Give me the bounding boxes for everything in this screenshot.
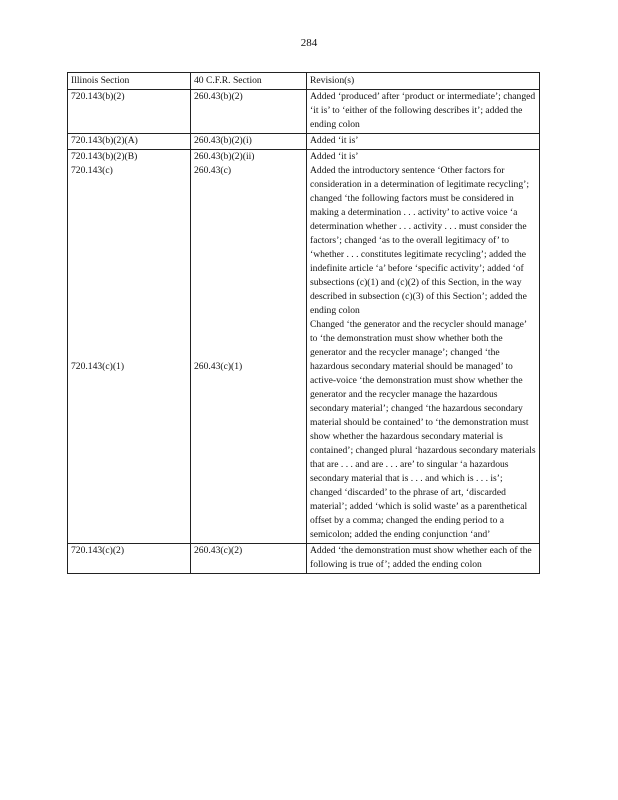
cfr-section: 260.43(b)(2)(i) [194,135,252,146]
illinois-section-cell [68,150,191,544]
cfr-section: 260.43(c)(2) [194,545,243,556]
table-row [68,134,540,150]
column-header-cfr-section: 40 C.F.R. Section [191,73,307,90]
cfr-section: 260.43(b)(2) [194,91,243,102]
revision-cell [307,134,540,150]
cfr-section-cell [191,90,307,134]
revision-cell [307,90,540,134]
cfr-section-cell [191,544,307,574]
illinois-section: 720.143(c)(1) [71,361,125,372]
illinois-section: 720.143(b)(2)(A) [71,135,138,146]
cfr-section-cell [191,150,307,544]
revision-cell [307,544,540,574]
illinois-section: 720.143(c) [71,165,113,176]
revision-text: Added ‘produced’ after ‘product or intermediate’; changed ‘it is’ to ‘either of the following describes it’; added the ending colon [310,91,536,130]
column-header-illinois-section: Illinois Section [68,73,191,90]
column-header-revisions: Revision(s) [307,73,540,90]
illinois-section-cell [68,544,191,574]
revision-text: Changed ‘the generator and the recycler should manage’ to ‘the demonstration must show whether both the generator and the recycler manage’; changed ‘the hazardous secondary material should be managed’ to active-voice ‘the demonstration must show whether the generator and the recycler manage the hazardous secondary material’; changed ‘the hazardous secondary material should be contained’ to ‘the demonstration must show whether the hazardous secondary material is contained’; changed plural ‘hazardous secondary materials that are . . . and are . . . are’ to singular ‘a hazardous secondary material that is . . . and which is . . . is’; changed ‘discarded’ to the phrase of art, ‘discarded material’; added ‘which is solid waste’ as a parenthetical offset by a comma; changed the ending period to a semicolon; added the ending conjunction ‘and’ [310,319,536,540]
revision-text: Added the introductory sentence ‘Other factors for consideration in a determination of legitimate recycling’; changed ‘the following factors must be considered in making a determination . . . activity’ to active voice ‘a determination whether . . . activity . . . must consider the factors’; changed ‘as to the overall legitimacy of’ to ‘whether . . . constitutes legitimate recycling’; added the indefinite article ‘a’ before ‘specific activity’; added ‘of subsections (c)(1) and (c)(2) of this Section, in the way described in subsection (c)(3) of this Section’; added the ending colon [310,165,529,316]
table-header-row [68,73,540,90]
illinois-section: 720.143(b)(2)(B) [71,151,138,162]
revision-text: Added ‘it is’ [310,151,359,162]
page-number: 284 [300,37,318,49]
revision-text: Added ‘it is’ [310,135,359,146]
cfr-section: 260.43(c) [194,165,232,176]
revision-text: Added ‘the demonstration must show whether each of the following is true of’; added the ending colon [310,545,532,570]
illinois-section-cell [68,134,191,150]
cfr-section: 260.43(b)(2)(ii) [194,151,255,162]
table-row [68,544,540,574]
illinois-section: 720.143(b)(2) [71,91,125,102]
table-row [68,90,540,134]
revision-table [67,72,540,574]
illinois-section: 720.143(c)(2) [71,545,125,556]
table-row [68,150,540,544]
row-spacer [71,178,187,360]
row-spacer [194,178,303,360]
revision-cell [307,150,540,544]
illinois-section-cell [68,90,191,134]
cfr-section-cell [191,134,307,150]
cfr-section: 260.43(c)(1) [194,361,243,372]
